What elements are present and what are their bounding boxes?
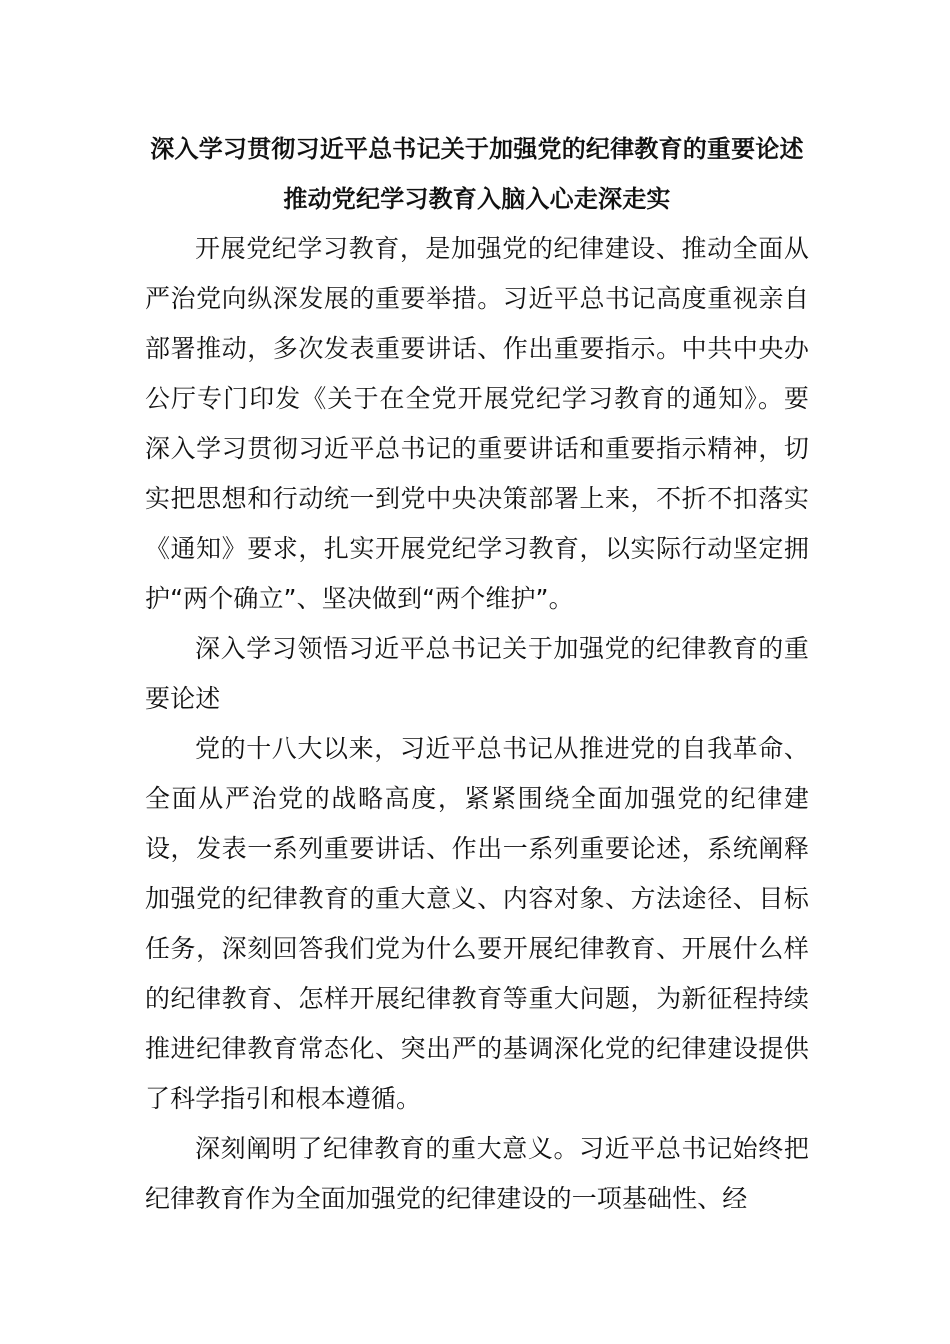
document-title: 深入学习贯彻习近平总书记关于加强党的纪律教育的重要论述 推动党纪学习教育入脑入心走深走实 <box>150 135 804 213</box>
document-body <box>145 124 809 1224</box>
paragraph-intro: 开展党纪学习教育，是加强党的纪律建设、推动全面从严治党向纵深发展的重要举措。习近平总书记高度重视亲自部署推动，多次发表重要讲话、作出重要指示。中共中央办公厅专门印发《关于在全党开展党纪学习教育的通知》。要深入学习贯彻习近平总书记的重要讲话和重要指示精神，切实把思想和行动统一到党中央决策部署上来，不折不扣落实《通知》要求，扎实开展党纪学习教育，以实际行动坚定拥护“两个确立”、坚决做到“两个维护”。 <box>145 234 809 613</box>
paragraph-background: 党的十八大以来，习近平总书记从推进党的自我革命、全面从严治党的战略高度，紧紧围绕全面加强党的纪律建设，发表一系列重要讲话、作出一系列重要论述，系统阐释加强党的纪律教育的重大意义、内容对象、方法途径、目标任务，深刻回答我们党为什么要开展纪律教育、开展什么样的纪律教育、怎样开展纪律教育等重大问题，为新征程持续推进纪律教育常态化、突出严的基调深化党的纪律建设提供了科学指引和根本遵循。 <box>145 734 809 1113</box>
section-heading: 深入学习领悟习近平总书记关于加强党的纪律教育的重要论述 <box>145 634 809 713</box>
paragraph-significance: 深刻阐明了纪律教育的重大意义。习近平总书记始终把纪律教育作为全面加强党的纪律建设的一项基础性、经 <box>145 1134 809 1213</box>
